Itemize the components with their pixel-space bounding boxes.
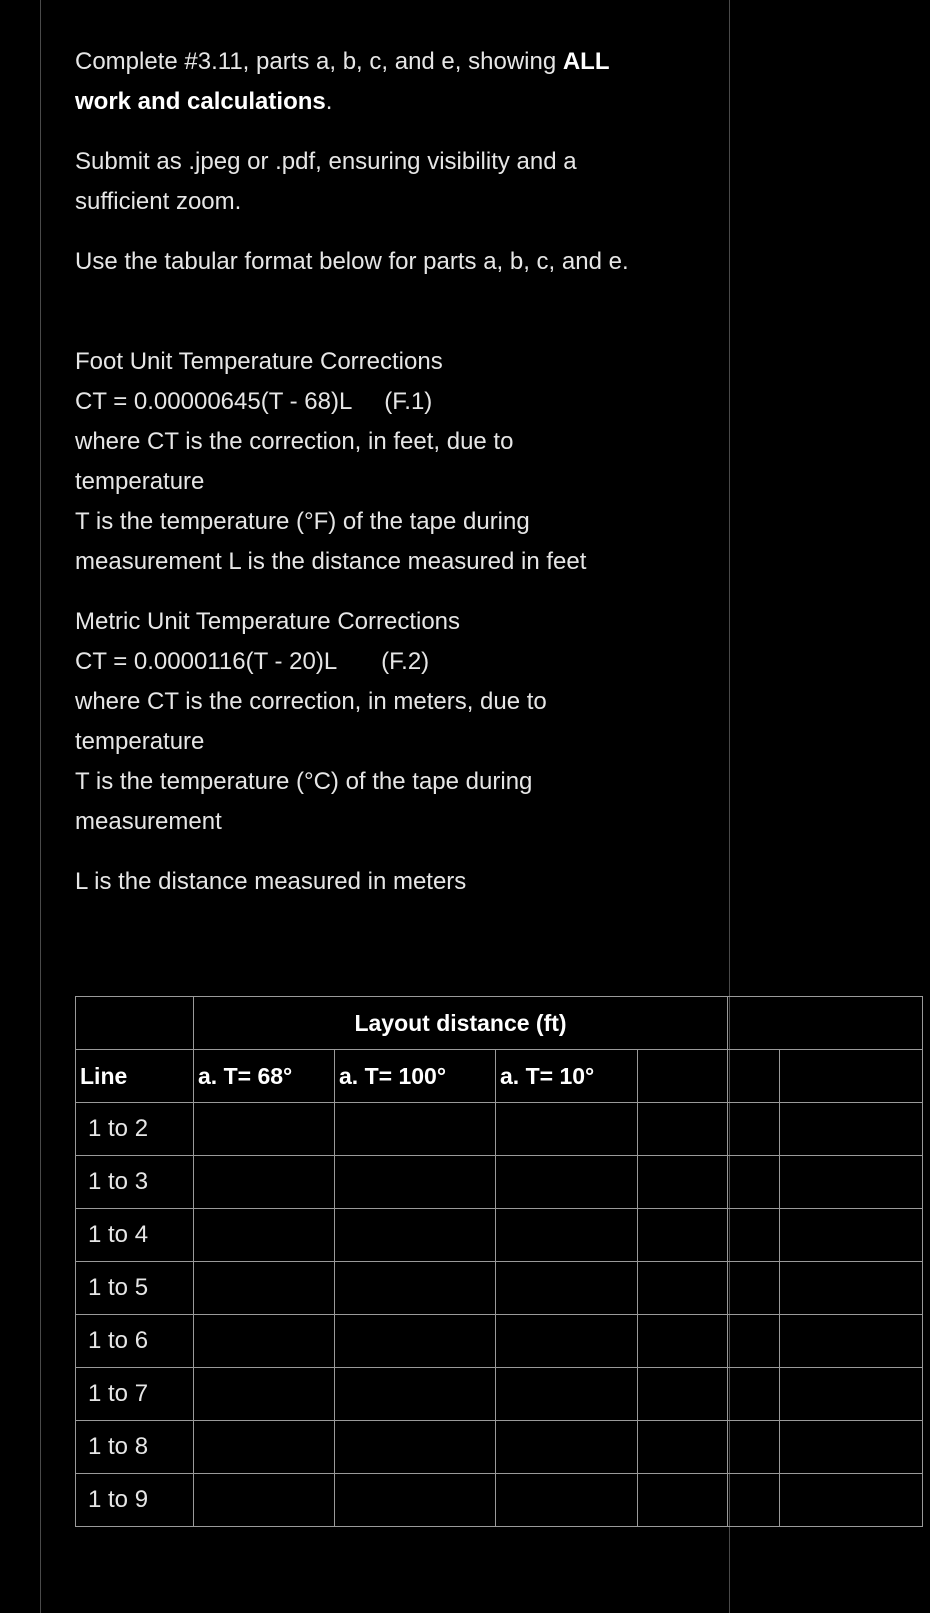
foot-equation: CT = 0.00000645(T - 68)L [75, 388, 353, 415]
answer-cell [638, 1209, 728, 1262]
metric-l-paragraph [75, 862, 715, 902]
answer-cell [335, 1262, 496, 1315]
answer-cell [728, 1262, 780, 1315]
answer-cell [335, 1474, 496, 1527]
answer-cell [728, 1421, 780, 1474]
answer-cell [335, 1209, 496, 1262]
instruction-emphasis-work: work and calculations [75, 88, 326, 115]
answer-cell [638, 1421, 728, 1474]
column-header-t10: a. T= 10° [496, 1050, 638, 1103]
metric-equation-tag: (F.2) [381, 648, 430, 675]
table-row [76, 1156, 923, 1209]
answer-cell [194, 1209, 335, 1262]
answer-cell [780, 1421, 923, 1474]
metric-t-line-2: measurement [75, 808, 222, 835]
answer-cell [194, 1474, 335, 1527]
answer-cell [496, 1315, 638, 1368]
foot-equation-line [75, 382, 715, 422]
table-row [76, 1209, 923, 1262]
column-header-t100: a. T= 100° [335, 1050, 496, 1103]
table-header-empty-cell [728, 997, 923, 1050]
table-row [76, 1315, 923, 1368]
column-header-empty [780, 1050, 923, 1103]
submit-line-1: Submit as .jpeg or .pdf, ensuring visibility and a [75, 148, 577, 175]
answer-cell [638, 1103, 728, 1156]
foot-title: Foot Unit Temperature Corrections [75, 348, 443, 375]
table-column-header-row [76, 1050, 923, 1103]
answer-cell [335, 1421, 496, 1474]
left-margin-rule [40, 0, 41, 1613]
metric-where-line-1: where CT is the correction, in meters, due to [75, 688, 547, 715]
answer-cell [194, 1262, 335, 1315]
answer-cell [638, 1156, 728, 1209]
answer-cell [496, 1262, 638, 1315]
instruction-paragraph-1 [75, 42, 715, 122]
metric-where-line-2: temperature [75, 728, 205, 755]
row-label: 1 to 4 [76, 1209, 194, 1262]
table-row [76, 1368, 923, 1421]
row-label: 1 to 3 [76, 1156, 194, 1209]
column-header-empty [728, 1050, 780, 1103]
answer-cell [728, 1474, 780, 1527]
answer-cell [780, 1474, 923, 1527]
answer-cell [638, 1315, 728, 1368]
answer-cell [728, 1103, 780, 1156]
row-label: 1 to 2 [76, 1103, 194, 1156]
instruction-paragraph-3 [75, 242, 715, 282]
metric-t-line-1: T is the temperature (°C) of the tape during [75, 768, 533, 795]
assignment-content [75, 42, 715, 922]
answer-cell [638, 1368, 728, 1421]
submit-line-2: sufficient zoom. [75, 188, 242, 215]
instruction-paragraph-2 [75, 142, 715, 222]
answer-cell [335, 1103, 496, 1156]
answer-cell [194, 1368, 335, 1421]
answer-cell [496, 1368, 638, 1421]
answer-cell [728, 1315, 780, 1368]
answer-cell [728, 1156, 780, 1209]
answer-cell [335, 1156, 496, 1209]
answer-cell [780, 1368, 923, 1421]
answer-cell [780, 1209, 923, 1262]
answer-cell [194, 1156, 335, 1209]
answer-cell [496, 1209, 638, 1262]
answer-cell [194, 1421, 335, 1474]
metric-corrections-section [75, 602, 715, 842]
column-header-line: Line [76, 1050, 194, 1103]
answer-cell [496, 1103, 638, 1156]
table-corner-cell [76, 997, 194, 1050]
foot-t-line-2: measurement L is the distance measured in feet [75, 548, 587, 575]
answer-cell [194, 1103, 335, 1156]
foot-corrections-section [75, 342, 715, 582]
instruction-text: Complete #3.11, parts a, b, c, and e, showing [75, 48, 563, 75]
metric-title: Metric Unit Temperature Corrections [75, 608, 461, 635]
instruction-period: . [325, 88, 333, 115]
layout-distance-table [75, 996, 923, 1527]
answer-cell [780, 1103, 923, 1156]
answer-cell [780, 1315, 923, 1368]
row-label: 1 to 7 [76, 1368, 194, 1421]
answer-cell [194, 1315, 335, 1368]
table-row [76, 1474, 923, 1527]
table-row [76, 1103, 923, 1156]
answer-cell [780, 1262, 923, 1315]
answer-cell [728, 1209, 780, 1262]
answer-cell [496, 1474, 638, 1527]
format-line: Use the tabular format below for parts a, b, c, and e. [75, 248, 629, 275]
layout-distance-header: Layout distance (ft) [194, 997, 728, 1050]
foot-where-line-2: temperature [75, 468, 205, 495]
row-label: 1 to 8 [76, 1421, 194, 1474]
table-row [76, 1421, 923, 1474]
answer-cell [335, 1368, 496, 1421]
column-header-t68: a. T= 68° [194, 1050, 335, 1103]
instruction-emphasis-all: ALL [562, 48, 610, 75]
row-label: 1 to 5 [76, 1262, 194, 1315]
foot-equation-tag: (F.1) [384, 388, 433, 415]
foot-where-line-1: where CT is the correction, in feet, due to [75, 428, 514, 455]
answer-cell [496, 1156, 638, 1209]
answer-cell [638, 1262, 728, 1315]
metric-equation-line [75, 642, 715, 682]
table-group-header-row [76, 997, 923, 1050]
metric-l-line: L is the distance measured in meters [75, 868, 467, 895]
answer-cell [335, 1315, 496, 1368]
answer-cell [638, 1474, 728, 1527]
table-row [76, 1262, 923, 1315]
row-label: 1 to 9 [76, 1474, 194, 1527]
row-label: 1 to 6 [76, 1315, 194, 1368]
answer-cell [728, 1368, 780, 1421]
metric-equation: CT = 0.0000116(T - 20)L [75, 648, 338, 675]
foot-t-line-1: T is the temperature (°F) of the tape during [75, 508, 530, 535]
column-header-empty [638, 1050, 728, 1103]
answer-cell [780, 1156, 923, 1209]
answer-cell [496, 1421, 638, 1474]
